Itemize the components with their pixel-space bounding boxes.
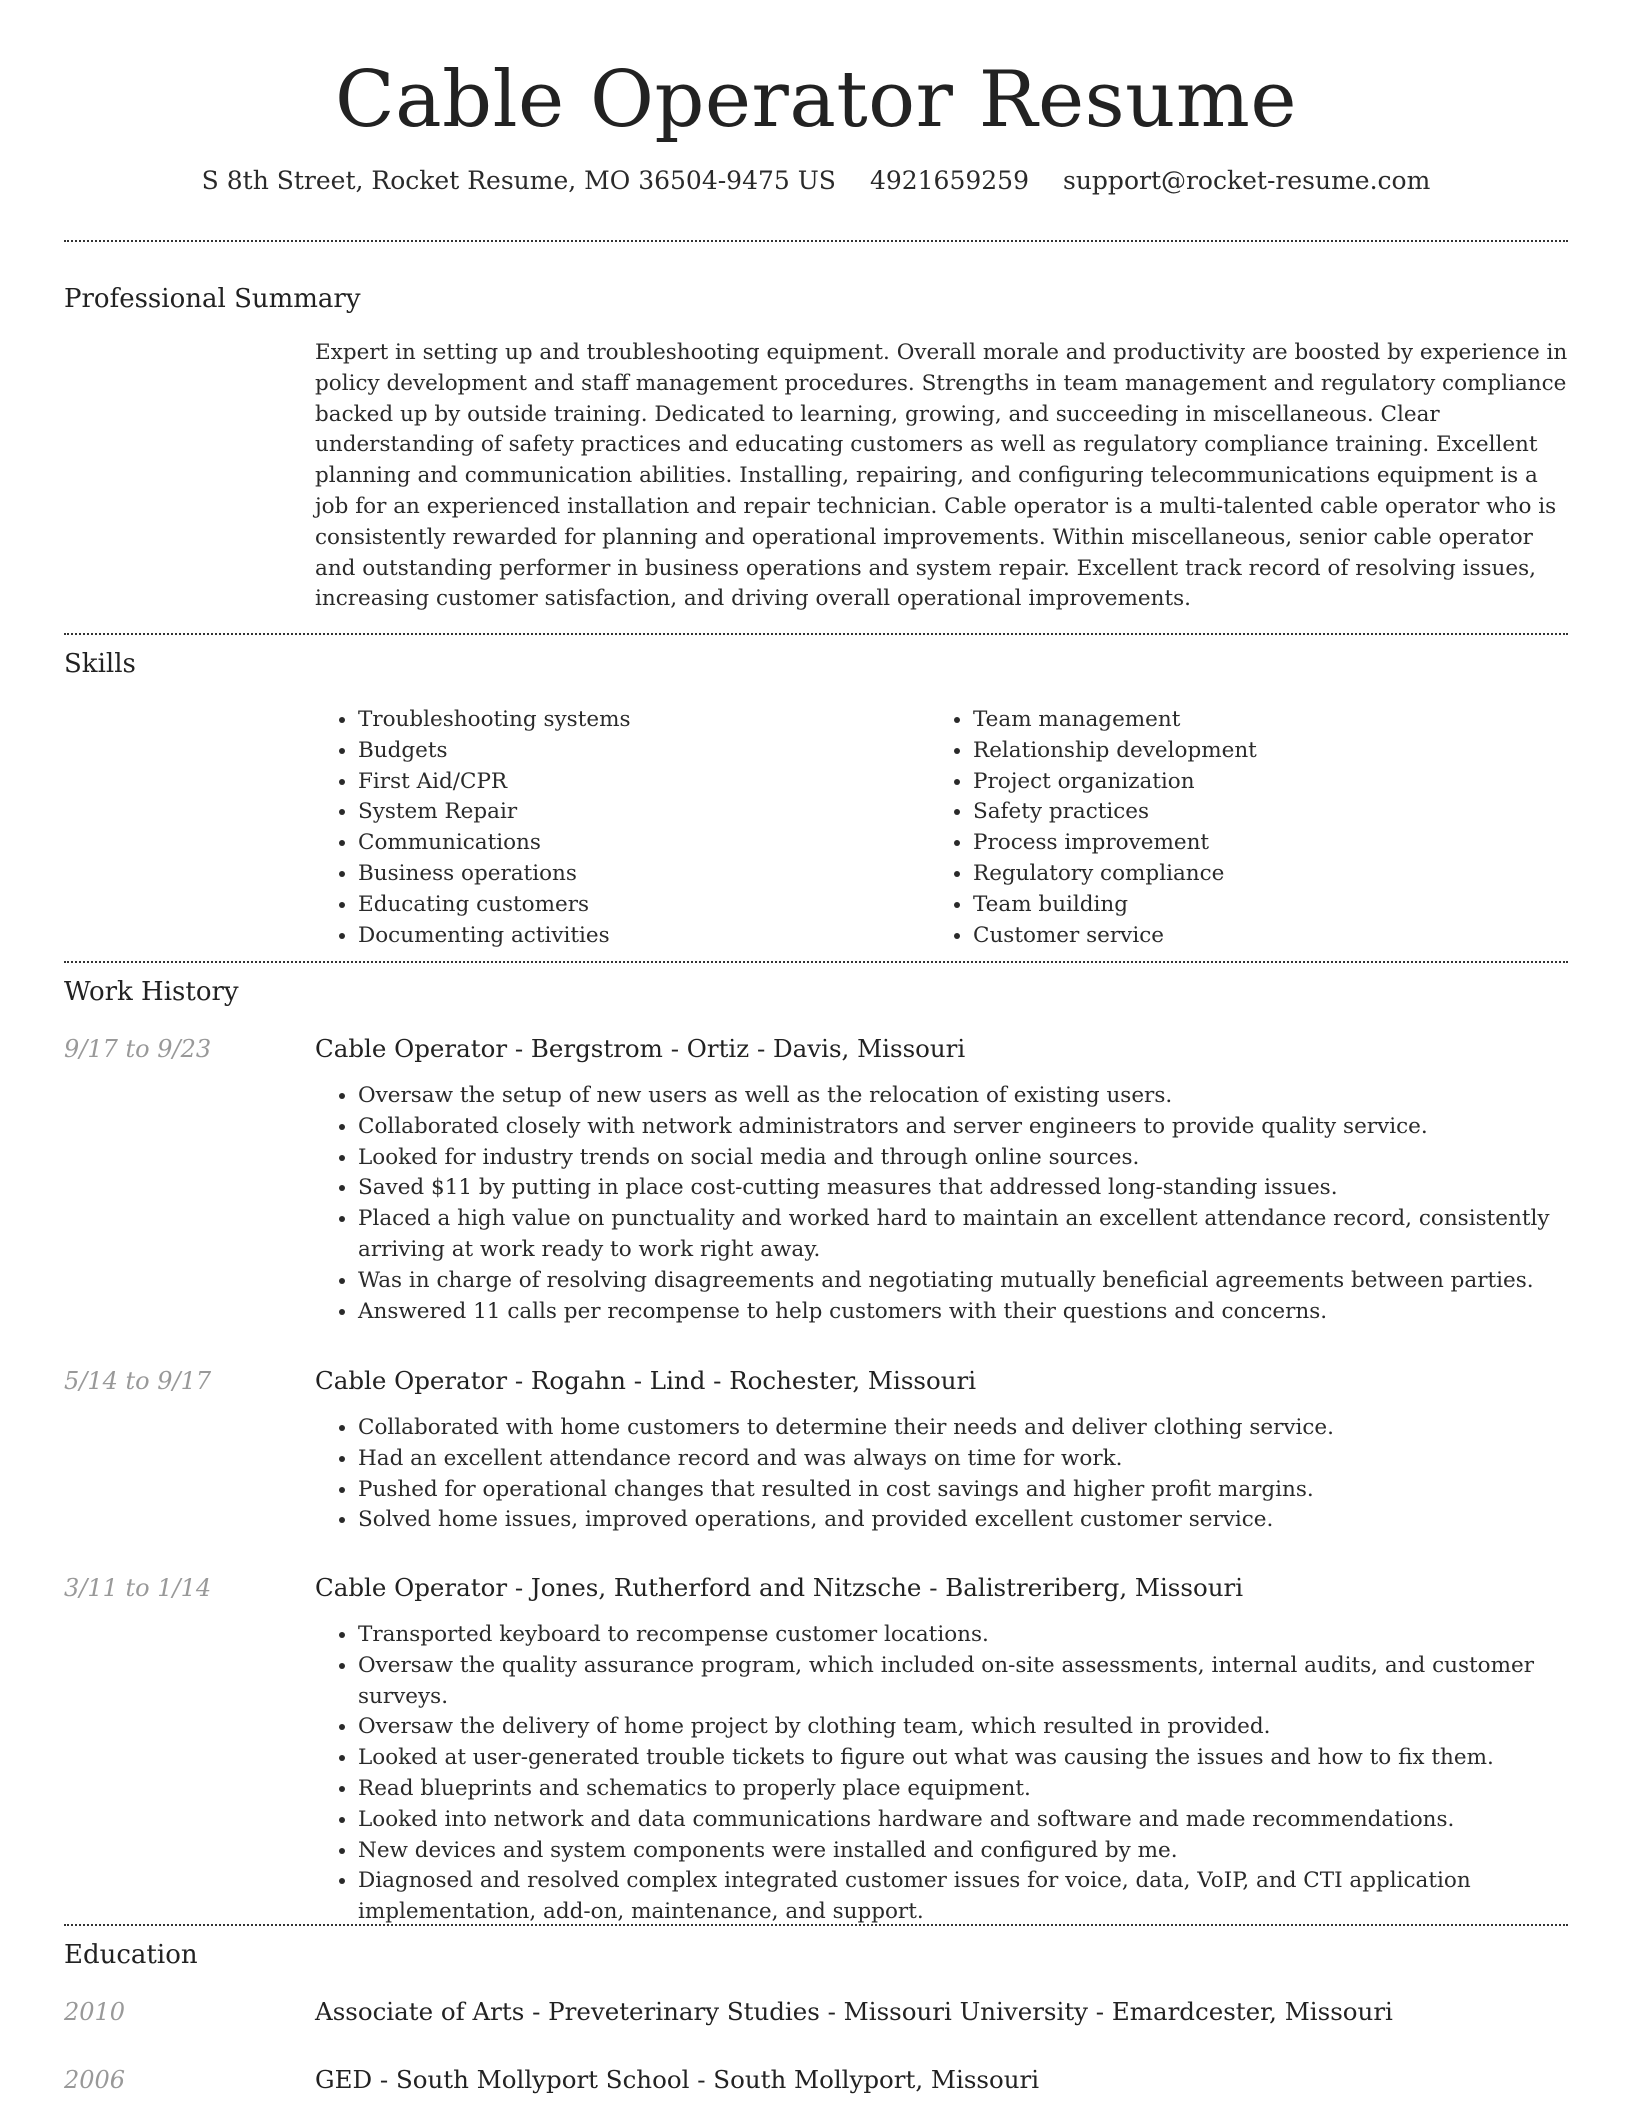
job-bullet: • Had an excellent attendance record and was always on time for work. (358, 1444, 1568, 1475)
summary-text: Expert in setting up and troubleshooting equipment. Overall morale and productivity are boosted by experience in policy development and staff management procedures. Strengths in team management and regulatory compliance backed up by outside training. Dedicated to learning, growing, and succeeding in miscellaneous. Clear understanding of safety practices and educating customers as well as regulatory compliance training. Excellent planning and communication abilities. Installing, repairing, and configuring telecommunications equipment is a job for an experienced installation and repair technician. Cable operator is a multi-talented cable operator who is consistently rewarded for planning and operational improvements. Within miscellaneous, senior cable operator and outstanding performer in business operations and system repair. Excellent track record of resolving issues, increasing customer satisfaction, and driving overall operational improvements. (315, 340, 1568, 612)
job-bullet: • Answered 11 calls per recompense to help customers with their questions and concerns. (358, 1297, 1568, 1328)
contact-line (0, 164, 1632, 198)
skill-item: • Team building (973, 890, 1257, 921)
job-bullet: • Transported keyboard to recompense customer locations. (358, 1620, 1568, 1651)
job-bullets (315, 1081, 1568, 1327)
skill-item: • Documenting activities (358, 921, 930, 952)
job-bullet: • Solved home issues, improved operations, and provided excellent customer service. (358, 1505, 1568, 1536)
skill-item: • Process improvement (973, 828, 1257, 859)
skill-item: • Educating customers (358, 890, 930, 921)
education-year: 2006 (64, 2066, 126, 2094)
skill-item: • Budgets (358, 736, 930, 767)
job-bullets (315, 1413, 1568, 1536)
resume-header (0, 0, 1632, 198)
job-dates: 9/17 to 9/23 (64, 1035, 212, 1063)
skill-item: • Troubleshooting systems (358, 705, 930, 736)
job-bullet: • Looked at user-generated trouble tickets to figure out what was causing the issues and how to fix them. (358, 1743, 1568, 1774)
skills-heading: Skills (64, 649, 136, 679)
job-bullets (315, 1620, 1568, 1928)
job-bullet: • Saved $11 by putting in place cost-cutting measures that addressed long-standing issues. (358, 1173, 1568, 1204)
job-bullet: • Read blueprints and schematics to properly place equipment. (358, 1774, 1568, 1805)
resume-title: Cable Operator Resume (334, 55, 1297, 145)
education-detail: Associate of Arts - Preveterinary Studies - Missouri University - Emardcester, Missouri (315, 1997, 1393, 2026)
education-year: 2010 (64, 1998, 126, 2026)
skill-item: • Regulatory compliance (973, 859, 1257, 890)
skills-column-2 (930, 705, 1257, 951)
job-bullet: • Looked for industry trends on social media and through online sources. (358, 1143, 1568, 1174)
job-dates: 5/14 to 9/17 (64, 1367, 212, 1395)
job-title: Cable Operator - Bergstrom - Ortiz - Davis, Missouri (315, 1034, 966, 1063)
skills-column-1 (315, 705, 930, 951)
job-title: Cable Operator - Jones, Rutherford and Nitzsche - Balistreriberg, Missouri (315, 1573, 1244, 1602)
education-section (64, 1924, 1568, 2114)
skills-list (315, 705, 1568, 951)
summary-heading: Professional Summary (64, 284, 361, 314)
contact-email: support@rocket-resume.com (1063, 166, 1431, 195)
job-bullet: • Pushed for operational changes that resulted in cost savings and higher profit margins. (358, 1475, 1568, 1506)
skill-item: • Business operations (358, 859, 930, 890)
job-title: Cable Operator - Rogahn - Lind - Rochester, Missouri (315, 1366, 977, 1395)
job-bullet: • Diagnosed and resolved complex integrated customer issues for voice, data, VoIP, and CTI application implementation, add-on, maintenance, and support. (358, 1866, 1568, 1928)
summary-content (315, 338, 1568, 615)
contact-phone: 4921659259 (869, 166, 1029, 195)
skill-item: • First Aid/CPR (358, 767, 930, 798)
skill-item: • Team management (973, 705, 1257, 736)
job-dates: 3/11 to 1/14 (64, 1574, 212, 1602)
job-bullet: • Oversaw the delivery of home project by clothing team, which resulted in provided. (358, 1712, 1568, 1743)
skill-item: • Customer service (973, 921, 1257, 952)
contact-address: S 8th Street, Rocket Resume, MO 36504-9475 US (201, 166, 836, 195)
job-bullet: • Oversaw the setup of new users as well as the relocation of existing users. (358, 1081, 1568, 1112)
skill-item: • Relationship development (973, 736, 1257, 767)
summary-section (64, 240, 1568, 635)
skill-item: • Project organization (973, 767, 1257, 798)
job-bullet: • New devices and system components were installed and configured by me. (358, 1836, 1568, 1867)
job-bullet: • Oversaw the quality assurance program, which included on-site assessments, internal audits, and customer surveys. (358, 1651, 1568, 1713)
job-bullet: • Was in charge of resolving disagreements and negotiating mutually beneficial agreements between parties. (358, 1266, 1568, 1297)
education-detail: GED - South Mollyport School - South Mollyport, Missouri (315, 2065, 1040, 2094)
skills-section (64, 633, 1568, 963)
work-history-section (64, 961, 1568, 1926)
job-bullet: • Placed a high value on punctuality and worked hard to maintain an excellent attendance record, consistently arriving at work ready to work right away. (358, 1204, 1568, 1266)
job-bullet: • Looked into network and data communications hardware and software and made recommendations. (358, 1805, 1568, 1836)
skill-item: • Communications (358, 828, 930, 859)
skill-item: • Safety practices (973, 797, 1257, 828)
skill-item: • System Repair (358, 797, 930, 828)
job-bullet: • Collaborated with home customers to determine their needs and deliver clothing service. (358, 1413, 1568, 1444)
education-heading: Education (64, 1940, 198, 1970)
job-bullet: • Collaborated closely with network administrators and server engineers to provide quality service. (358, 1112, 1568, 1143)
work-history-heading: Work History (64, 977, 239, 1007)
